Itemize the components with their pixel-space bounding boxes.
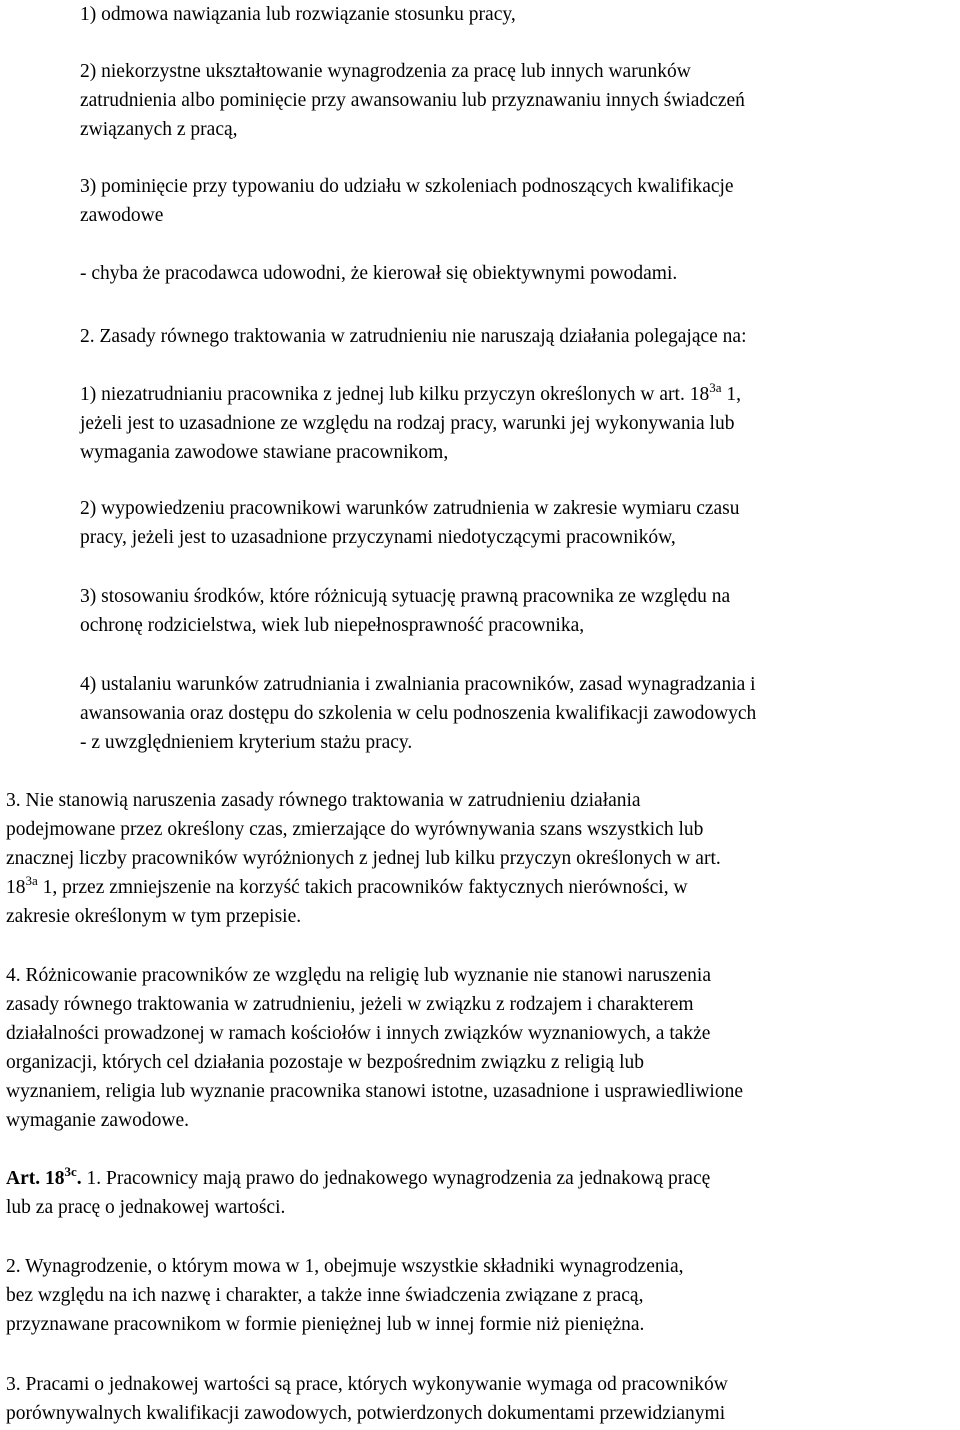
paragraph-line: bez względu na ich nazwę i charakter, a także inne świadczenia związane z pracą, bbox=[6, 1285, 644, 1306]
paragraph-10 bbox=[6, 786, 721, 931]
paragraph-line: pracy, jeżeli jest to uzasadnione przyczynami niedotyczącymi pracowników, bbox=[80, 527, 676, 548]
paragraph-line: 3) stosowaniu środków, które różnicują sytuację prawną pracownika ze względu na bbox=[80, 586, 731, 607]
paragraph-line: 3. Nie stanowią naruszenia zasady równego traktowania w zatrudnieniu działania bbox=[6, 790, 641, 811]
paragraph-text: 1, przez zmniejszenie na korzyść takich pracowników faktycznych nierówności, w bbox=[37, 877, 688, 898]
paragraph-1 bbox=[80, 0, 516, 29]
paragraph-line: 4. Różnicowanie pracowników ze względu na religię lub wyznanie nie stanowi naruszenia bbox=[6, 965, 711, 986]
paragraph-line: 2. Wynagrodzenie, o którym mowa w 1, obejmuje wszystkie składniki wynagrodzenia, bbox=[6, 1256, 684, 1277]
paragraph-12 bbox=[6, 1164, 710, 1222]
paragraph-line bbox=[6, 873, 721, 902]
paragraph-line: 3. Pracami o jednakowej wartości są prace, których wykonywanie wymaga od pracowników bbox=[6, 1374, 728, 1395]
paragraph-line: wymaganie zawodowe. bbox=[6, 1110, 190, 1131]
paragraph-3 bbox=[80, 172, 734, 230]
paragraph-text: 18 bbox=[6, 877, 26, 898]
paragraph-line: - z uwzględnieniem kryterium stażu pracy. bbox=[80, 732, 413, 753]
paragraph-line: zasady równego traktowania w zatrudnieniu, jeżeli w związku z rodzajem i charakterem bbox=[6, 994, 694, 1015]
paragraph-line bbox=[80, 380, 741, 409]
paragraph-text: 1, bbox=[721, 384, 741, 405]
paragraph-line: 3) pominięcie przy typowaniu do udziału w szkoleniach podnoszących kwalifikacje bbox=[80, 176, 734, 197]
paragraph-line: podejmowane przez określony czas, zmierzające do wyrównywania szans wszystkich lub bbox=[6, 819, 704, 840]
paragraph-2 bbox=[80, 57, 745, 144]
article-heading: Art. 18 bbox=[6, 1168, 65, 1189]
paragraph-line: 1) odmowa nawiązania lub rozwiązanie stosunku pracy, bbox=[80, 4, 516, 25]
paragraph-9 bbox=[80, 670, 756, 757]
paragraph-line: działalności prowadzonej w ramach kościołów i innych związków wyznaniowych, a także bbox=[6, 1023, 711, 1044]
paragraph-line: wymagania zawodowe stawiane pracownikom, bbox=[80, 442, 449, 463]
paragraph-line: jeżeli jest to uzasadnione ze względu na rodzaj pracy, warunki jej wykonywania lub bbox=[80, 413, 735, 434]
paragraph-line: 2. Zasady równego traktowania w zatrudnieniu nie naruszają działania polegające na: bbox=[80, 326, 747, 347]
paragraph-5 bbox=[80, 322, 747, 351]
paragraph-11 bbox=[6, 961, 743, 1135]
paragraph-text: 1) niezatrudnianiu pracownika z jednej lub kilku przyczyn określonych w art. 18 bbox=[80, 384, 710, 405]
paragraph-line: przyznawane pracownikom w formie pieniężnej lub w innej formie niż pieniężna. bbox=[6, 1314, 645, 1335]
paragraph-line: - chyba że pracodawca udowodni, że kierował się obiektywnymi powodami. bbox=[80, 263, 678, 284]
paragraph-7 bbox=[80, 494, 740, 552]
paragraph-line: zakresie określonym w tym przepisie. bbox=[6, 906, 302, 927]
paragraph-line: awansowania oraz dostępu do szkolenia w celu podnoszenia kwalifikacji zawodowych bbox=[80, 703, 757, 724]
paragraph-line: 2) wypowiedzeniu pracownikowi warunków zatrudnienia w zakresie wymiaru czasu bbox=[80, 498, 740, 519]
paragraph-line: ochronę rodzicielstwa, wiek lub niepełnosprawność pracownika, bbox=[80, 615, 585, 636]
paragraph-line: znacznej liczby pracowników wyróżnionych z jednej lub kilku przyczyn określonych w art. bbox=[6, 848, 721, 869]
paragraph-line: zawodowe bbox=[80, 205, 164, 226]
paragraph-line bbox=[6, 1164, 710, 1193]
paragraph-line: zatrudnienia albo pominięcie przy awansowaniu lub przyznawaniu innych świadczeń bbox=[80, 90, 745, 111]
paragraph-6 bbox=[80, 380, 741, 467]
superscript: 3c bbox=[64, 1163, 77, 1179]
paragraph-line: 2) niekorzystne ukształtowanie wynagrodzenia za pracę lub innych warunków bbox=[80, 61, 691, 82]
article-heading-dot: . bbox=[76, 1168, 82, 1189]
paragraph-line: porównywalnych kwalifikacji zawodowych, potwierdzonych dokumentami przewidzianymi bbox=[6, 1403, 726, 1424]
paragraph-line: organizacji, których cel działania pozostaje w bezpośrednim związku z religią lub bbox=[6, 1052, 645, 1073]
paragraph-line: lub za pracę o jednakowej wartości. bbox=[6, 1197, 286, 1218]
paragraph-13 bbox=[6, 1252, 684, 1339]
paragraph-line: wyznaniem, religia lub wyznanie pracownika stanowi istotne, uzasadnione i usprawiedliwione bbox=[6, 1081, 743, 1102]
paragraph-line: 4) ustalaniu warunków zatrudniania i zwalniania pracowników, zasad wynagradzania i bbox=[80, 674, 756, 695]
paragraph-14 bbox=[6, 1370, 728, 1428]
paragraph-8 bbox=[80, 582, 730, 640]
paragraph-4 bbox=[80, 259, 677, 288]
superscript: 3a bbox=[25, 872, 38, 888]
paragraph-text: 1. Pracownicy mają prawo do jednakowego wynagrodzenia za jednakową pracę bbox=[81, 1168, 711, 1189]
paragraph-line: związanych z pracą, bbox=[80, 119, 238, 140]
superscript: 3a bbox=[709, 379, 722, 395]
